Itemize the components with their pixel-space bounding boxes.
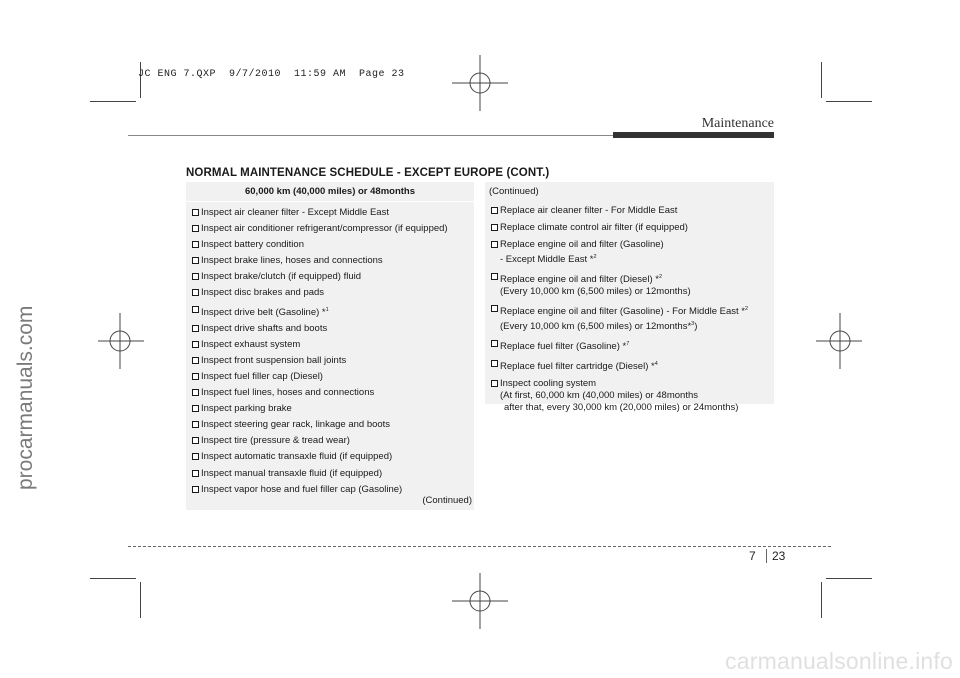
- list-item: [491, 338, 748, 353]
- list-item-text: Inspect tire (pressure & tread wear): [201, 435, 350, 447]
- list-item-text: Inspect fuel filler cap (Diesel): [201, 370, 323, 382]
- list-item-detail: (Every 10,000 km (6,500 miles) or 12months): [500, 286, 691, 297]
- registration-mark-icon: [452, 55, 508, 111]
- list-item-detail: (Every 10,000 km (6,500 miles) or 12months*: [500, 321, 692, 332]
- checkbox-icon: [192, 209, 199, 216]
- list-item: [192, 339, 448, 351]
- registration-mark-icon: [98, 313, 144, 369]
- list-item-text: Inspect air cleaner filter - Except Middle East: [201, 207, 389, 218]
- checkbox-icon: [192, 373, 199, 380]
- crop-mark: [140, 582, 141, 618]
- checkbox-icon: [192, 421, 199, 428]
- list-item: [192, 255, 448, 267]
- footnote-ref: 3: [691, 321, 695, 327]
- list-item-text: Inspect exhaust system: [201, 338, 301, 350]
- list-item-detail-end: ): [694, 321, 698, 332]
- list-item-text: Replace engine oil and filter (Gasoline) - For Middle East *: [500, 306, 746, 317]
- checkbox-icon: [192, 405, 199, 412]
- list-item-text: Replace engine oil and filter (Diesel) *: [500, 274, 659, 285]
- crop-mark: [826, 578, 872, 579]
- checkbox-icon: [491, 241, 498, 248]
- list-item: [491, 271, 748, 298]
- list-item: [192, 271, 448, 283]
- checkbox-icon: [491, 224, 498, 231]
- crop-mark: [90, 101, 136, 102]
- list-item-text: Inspect disc brakes and pads: [201, 287, 325, 299]
- footnote-ref: 1: [325, 306, 329, 313]
- list-item-text: Replace engine oil and filter (Gasoline): [500, 239, 664, 250]
- list-item-text: Inspect vapor hose and fuel filler cap (Gasoline): [201, 483, 403, 495]
- list-item: [192, 403, 448, 415]
- footnote-ref: 7: [626, 341, 630, 347]
- checkbox-icon: [192, 341, 199, 348]
- task-list: [192, 207, 448, 500]
- list-item: [192, 435, 448, 447]
- checkbox-icon: [491, 340, 498, 347]
- crop-mark: [821, 582, 822, 618]
- footnote-ref: 2: [658, 274, 663, 280]
- list-item-text: Inspect manual transaxle fluid (if equipped): [201, 467, 383, 479]
- list-item: [192, 371, 448, 383]
- header-accent-bar: [613, 132, 774, 138]
- list-item: [192, 223, 448, 235]
- crop-mark: [90, 578, 136, 579]
- print-slug: JC ENG 7.QXP 9/7/2010 11:59 AM Page 23: [138, 69, 405, 80]
- continued-title: (Continued): [489, 186, 539, 197]
- list-item: [192, 207, 448, 219]
- section-title: Maintenance: [701, 116, 774, 131]
- list-item-text: Inspect drive shafts and boots: [201, 322, 328, 334]
- side-watermark: procarmanuals.com: [14, 305, 37, 490]
- registration-mark-icon: [816, 313, 862, 369]
- checkbox-icon: [192, 486, 199, 493]
- registration-mark-icon: [452, 573, 508, 629]
- list-item: [192, 484, 448, 496]
- checkbox-icon: [192, 257, 199, 264]
- list-item-text: Inspect drive belt (Gasoline) *: [201, 306, 326, 318]
- list-item: [192, 239, 448, 251]
- checkbox-icon: [491, 360, 498, 367]
- list-item-text: Replace fuel filter cartridge (Diesel) *: [500, 361, 655, 372]
- checkbox-icon: [192, 470, 199, 477]
- list-item: [192, 304, 448, 319]
- checkbox-icon: [192, 306, 199, 313]
- list-item: [192, 355, 448, 367]
- list-item-text: Inspect parking brake: [201, 403, 292, 415]
- footnote-ref: 4: [654, 361, 658, 367]
- list-item: [491, 239, 748, 266]
- checkbox-icon: [192, 453, 199, 460]
- page-number-divider: [766, 549, 767, 563]
- checkbox-icon: [192, 325, 199, 332]
- page-number: 23: [772, 549, 786, 563]
- list-item: [491, 358, 748, 373]
- checkbox-icon: [491, 305, 498, 312]
- checkbox-icon: [491, 207, 498, 214]
- crop-mark: [826, 101, 872, 102]
- list-item-text: Replace climate control air filter (if equipped): [500, 222, 688, 233]
- list-item: [491, 303, 748, 333]
- list-item-detail: after that, every 30,000 km (20,000 miles) or 24months): [504, 402, 739, 413]
- checkbox-icon: [192, 357, 199, 364]
- list-item-text: Inspect cooling system: [500, 378, 597, 389]
- checkbox-icon: [192, 389, 199, 396]
- list-item-text: Inspect fuel lines, hoses and connections: [201, 387, 375, 399]
- list-item-text: Inspect front suspension ball joints: [201, 354, 347, 366]
- list-item: [192, 419, 448, 431]
- footnote-ref: 2: [745, 306, 749, 312]
- list-item-text: Inspect steering gear rack, linkage and boots: [201, 419, 391, 431]
- schedule-panel-right: [485, 182, 774, 413]
- list-item: [192, 451, 448, 463]
- list-item-text: Inspect brake/clutch (if equipped) fluid: [201, 271, 362, 283]
- checkbox-icon: [192, 241, 199, 248]
- bottom-watermark: carmanualsonline.info: [725, 648, 953, 674]
- list-item: [192, 468, 448, 480]
- list-item: [192, 323, 448, 335]
- page-title: NORMAL MAINTENANCE SCHEDULE - EXCEPT EUROPE (CONT.): [186, 167, 550, 179]
- list-item-text: Inspect automatic transaxle fluid (if equipped): [201, 451, 393, 463]
- list-item-text: Inspect brake lines, hoses and connections: [201, 255, 383, 267]
- checkbox-icon: [192, 289, 199, 296]
- list-item: [491, 205, 748, 217]
- crop-mark: [821, 62, 822, 98]
- chapter-number: 7: [749, 549, 756, 563]
- checkbox-icon: [192, 437, 199, 444]
- continued-note: (Continued): [422, 495, 472, 506]
- list-item-text: Inspect air conditioner refrigerant/compressor (if equipped): [201, 223, 448, 235]
- task-list: [491, 205, 748, 419]
- crop-mark: [140, 62, 141, 98]
- footnote-ref: 2: [593, 254, 597, 260]
- checkbox-icon: [491, 273, 498, 280]
- interval-title: 60,000 km (40,000 miles) or 48months: [244, 186, 416, 197]
- list-item-text: Replace fuel filter (Gasoline) *: [500, 341, 627, 352]
- checkbox-icon: [192, 225, 199, 232]
- title-divider: [186, 201, 474, 202]
- checkbox-icon: [491, 380, 498, 387]
- list-item-text: Inspect battery condition: [201, 239, 304, 251]
- list-item: [192, 387, 448, 399]
- footer-rule: [128, 546, 831, 547]
- list-item-detail: (At first, 60,000 km (40,000 miles) or 48months: [500, 390, 698, 401]
- schedule-panel-left: [186, 182, 474, 510]
- list-item: [491, 378, 748, 414]
- list-item-detail: - Except Middle East *: [500, 254, 594, 265]
- list-item: [491, 222, 748, 234]
- list-item-text: Replace air cleaner filter - For Middle East: [500, 205, 678, 216]
- checkbox-icon: [192, 273, 199, 280]
- list-item: [192, 287, 448, 299]
